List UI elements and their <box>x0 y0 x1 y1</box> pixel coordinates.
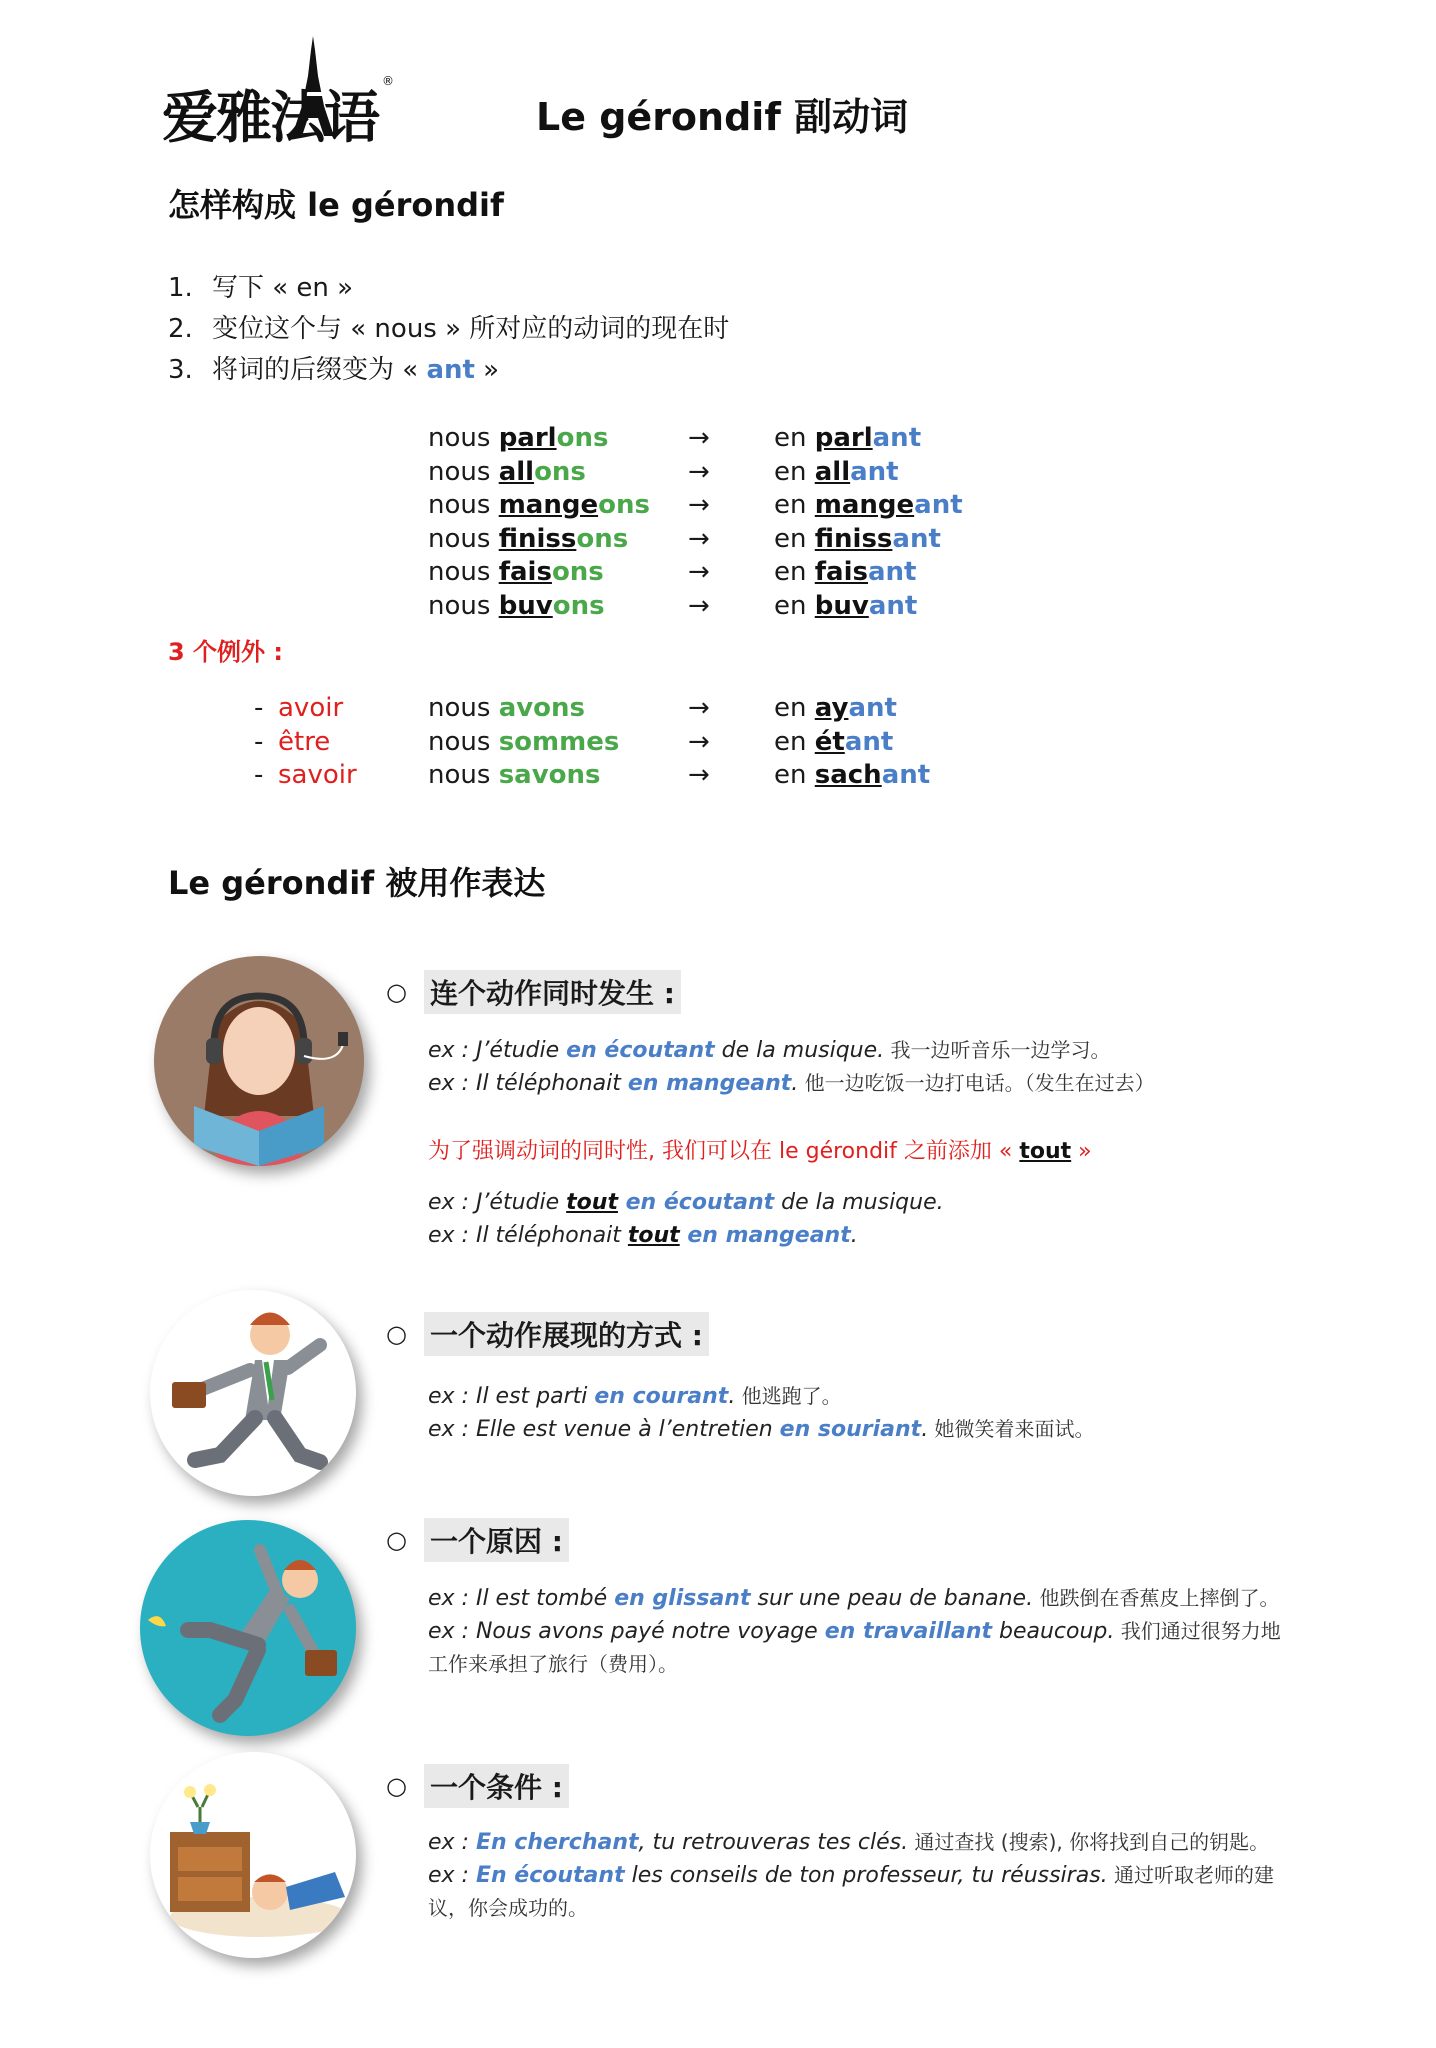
usage-heading: 一个条件 : <box>424 1764 569 1808</box>
gerondif-form: en ayant <box>774 693 897 723</box>
arrow-icon: → <box>688 693 710 723</box>
usage-examples <box>428 1826 1288 1925</box>
registered-mark: ® <box>382 74 394 88</box>
exception-arrow-column <box>688 692 710 793</box>
formation-steps <box>168 268 729 391</box>
bullet-icon: ○ <box>386 1526 407 1554</box>
illustration-woman-studying <box>154 956 364 1166</box>
gerondif-form: en allant <box>774 456 899 487</box>
exceptions-label: 3 个例外 : <box>168 638 284 666</box>
tout-examples <box>428 1186 1328 1252</box>
example-sentence: ex : J’étudie tout en écoutant de la musique. <box>428 1190 944 1215</box>
arrow-icon: → <box>688 490 710 520</box>
usage-heading: 一个动作展现的方式 : <box>424 1312 709 1356</box>
section-title-usage: Le gérondif 被用作表达 <box>168 864 546 902</box>
arrow-icon: → <box>688 423 710 453</box>
usage-examples <box>428 1034 1328 1100</box>
nous-form: nous savons <box>428 760 601 790</box>
example-sentence: ex : Il est tombé en glissant sur une peau de banane. 他跌倒在香蕉皮上摔倒了。 <box>428 1586 1280 1611</box>
usage-examples <box>428 1582 1288 1681</box>
nous-form: nous mangeons <box>428 490 650 520</box>
example-sentence: ex : Elle est venue à l’entretien en souriant. 她微笑着来面试。 <box>428 1417 1095 1442</box>
example-sentence: ex : Il est parti en courant. 他逃跑了。 <box>428 1384 842 1409</box>
nous-form: nous parlons <box>428 423 609 453</box>
exception-verb: - avoir <box>254 693 344 723</box>
bullet-icon: ○ <box>386 1772 407 1800</box>
gerondif-form: en faisant <box>774 557 917 587</box>
example-sentence: ex : En écoutant les conseils de ton professeur, tu réussiras. 通过听取老师的建议，你会成功的。 <box>428 1863 1275 1920</box>
exception-verb-column <box>254 692 357 793</box>
gerondif-form: en étant <box>774 726 894 757</box>
usage-examples <box>428 1380 1328 1446</box>
bullet-icon: ○ <box>386 978 407 1006</box>
nous-form: nous buvons <box>428 590 605 621</box>
example-sentence: ex : Il téléphonait tout en mangeant. <box>428 1223 858 1248</box>
example-sentence: ex : J’étudie en écoutant de la musique. 我一边听音乐一边学习。 <box>428 1038 1111 1063</box>
woman-headphones-icon <box>154 956 364 1166</box>
arrow-icon: → <box>688 523 710 554</box>
step-item: 3. 将词的后缀变为 « ant » <box>168 355 500 385</box>
example-sentence: ex : Il téléphonait en mangeant. 他一边吃饭一边打电话。（发生在过去） <box>428 1071 1155 1096</box>
exception-verb: - savoir <box>254 760 357 790</box>
running-man-icon <box>150 1290 356 1496</box>
arrow-icon: → <box>688 557 710 587</box>
gerondif-form: en finissant <box>774 523 941 554</box>
exception-nous-column <box>428 692 619 793</box>
logo-text: 爱雅法语 <box>162 86 378 151</box>
bullet-icon: ○ <box>386 1320 407 1348</box>
nous-form: nous avons <box>428 693 586 723</box>
illustration-searching-man <box>150 1752 356 1958</box>
arrow-column <box>688 422 710 623</box>
example-sentence: ex : Nous avons payé notre voyage en travaillant beaucoup. 我们通过很努力地工作来承担了旅行（费用）。 <box>428 1619 1281 1676</box>
arrow-icon: → <box>688 590 710 621</box>
illustration-running-man <box>150 1290 356 1496</box>
nous-form: nous finissons <box>428 523 629 554</box>
gerondif-form: en parlant <box>774 423 922 453</box>
brand-logo <box>162 36 402 151</box>
step-item: 2. 变位这个与 « nous » 所对应的动词的现在时 <box>168 314 730 344</box>
gerondif-form: en mangeant <box>774 490 963 520</box>
example-sentence: ex : En cherchant, tu retrouveras tes clés. 通过查找 (搜索), 你将找到自己的钥匙。 <box>428 1830 1270 1855</box>
gerondif-column <box>774 422 963 623</box>
gerondif-form: en buvant <box>774 590 918 621</box>
exception-verb: - être <box>254 726 331 757</box>
tout-note: 为了强调动词的同时性, 我们可以在 le gérondif 之前添加 « tout » <box>428 1139 1092 1164</box>
section-title-formation: 怎样构成 le gérondif <box>168 186 504 224</box>
nous-form: nous sommes <box>428 726 620 757</box>
arrow-icon: → <box>688 456 710 487</box>
usage-heading: 一个原因 : <box>424 1518 569 1562</box>
arrow-icon: → <box>688 760 710 790</box>
usage-heading: 连个动作同时发生 : <box>424 970 681 1014</box>
searching-man-icon <box>150 1752 356 1958</box>
arrow-icon: → <box>688 726 710 757</box>
nous-form: nous faisons <box>428 557 604 587</box>
nous-column <box>428 422 650 623</box>
document-title: Le gérondif 副动词 <box>536 95 909 139</box>
step-item: 1. 写下 « en » <box>168 273 354 303</box>
nous-form: nous allons <box>428 456 586 487</box>
gerondif-form: en sachant <box>774 760 931 790</box>
illustration-slipping-man <box>140 1520 356 1736</box>
exception-gerondif-column <box>774 692 930 793</box>
slipping-man-icon <box>140 1520 356 1736</box>
